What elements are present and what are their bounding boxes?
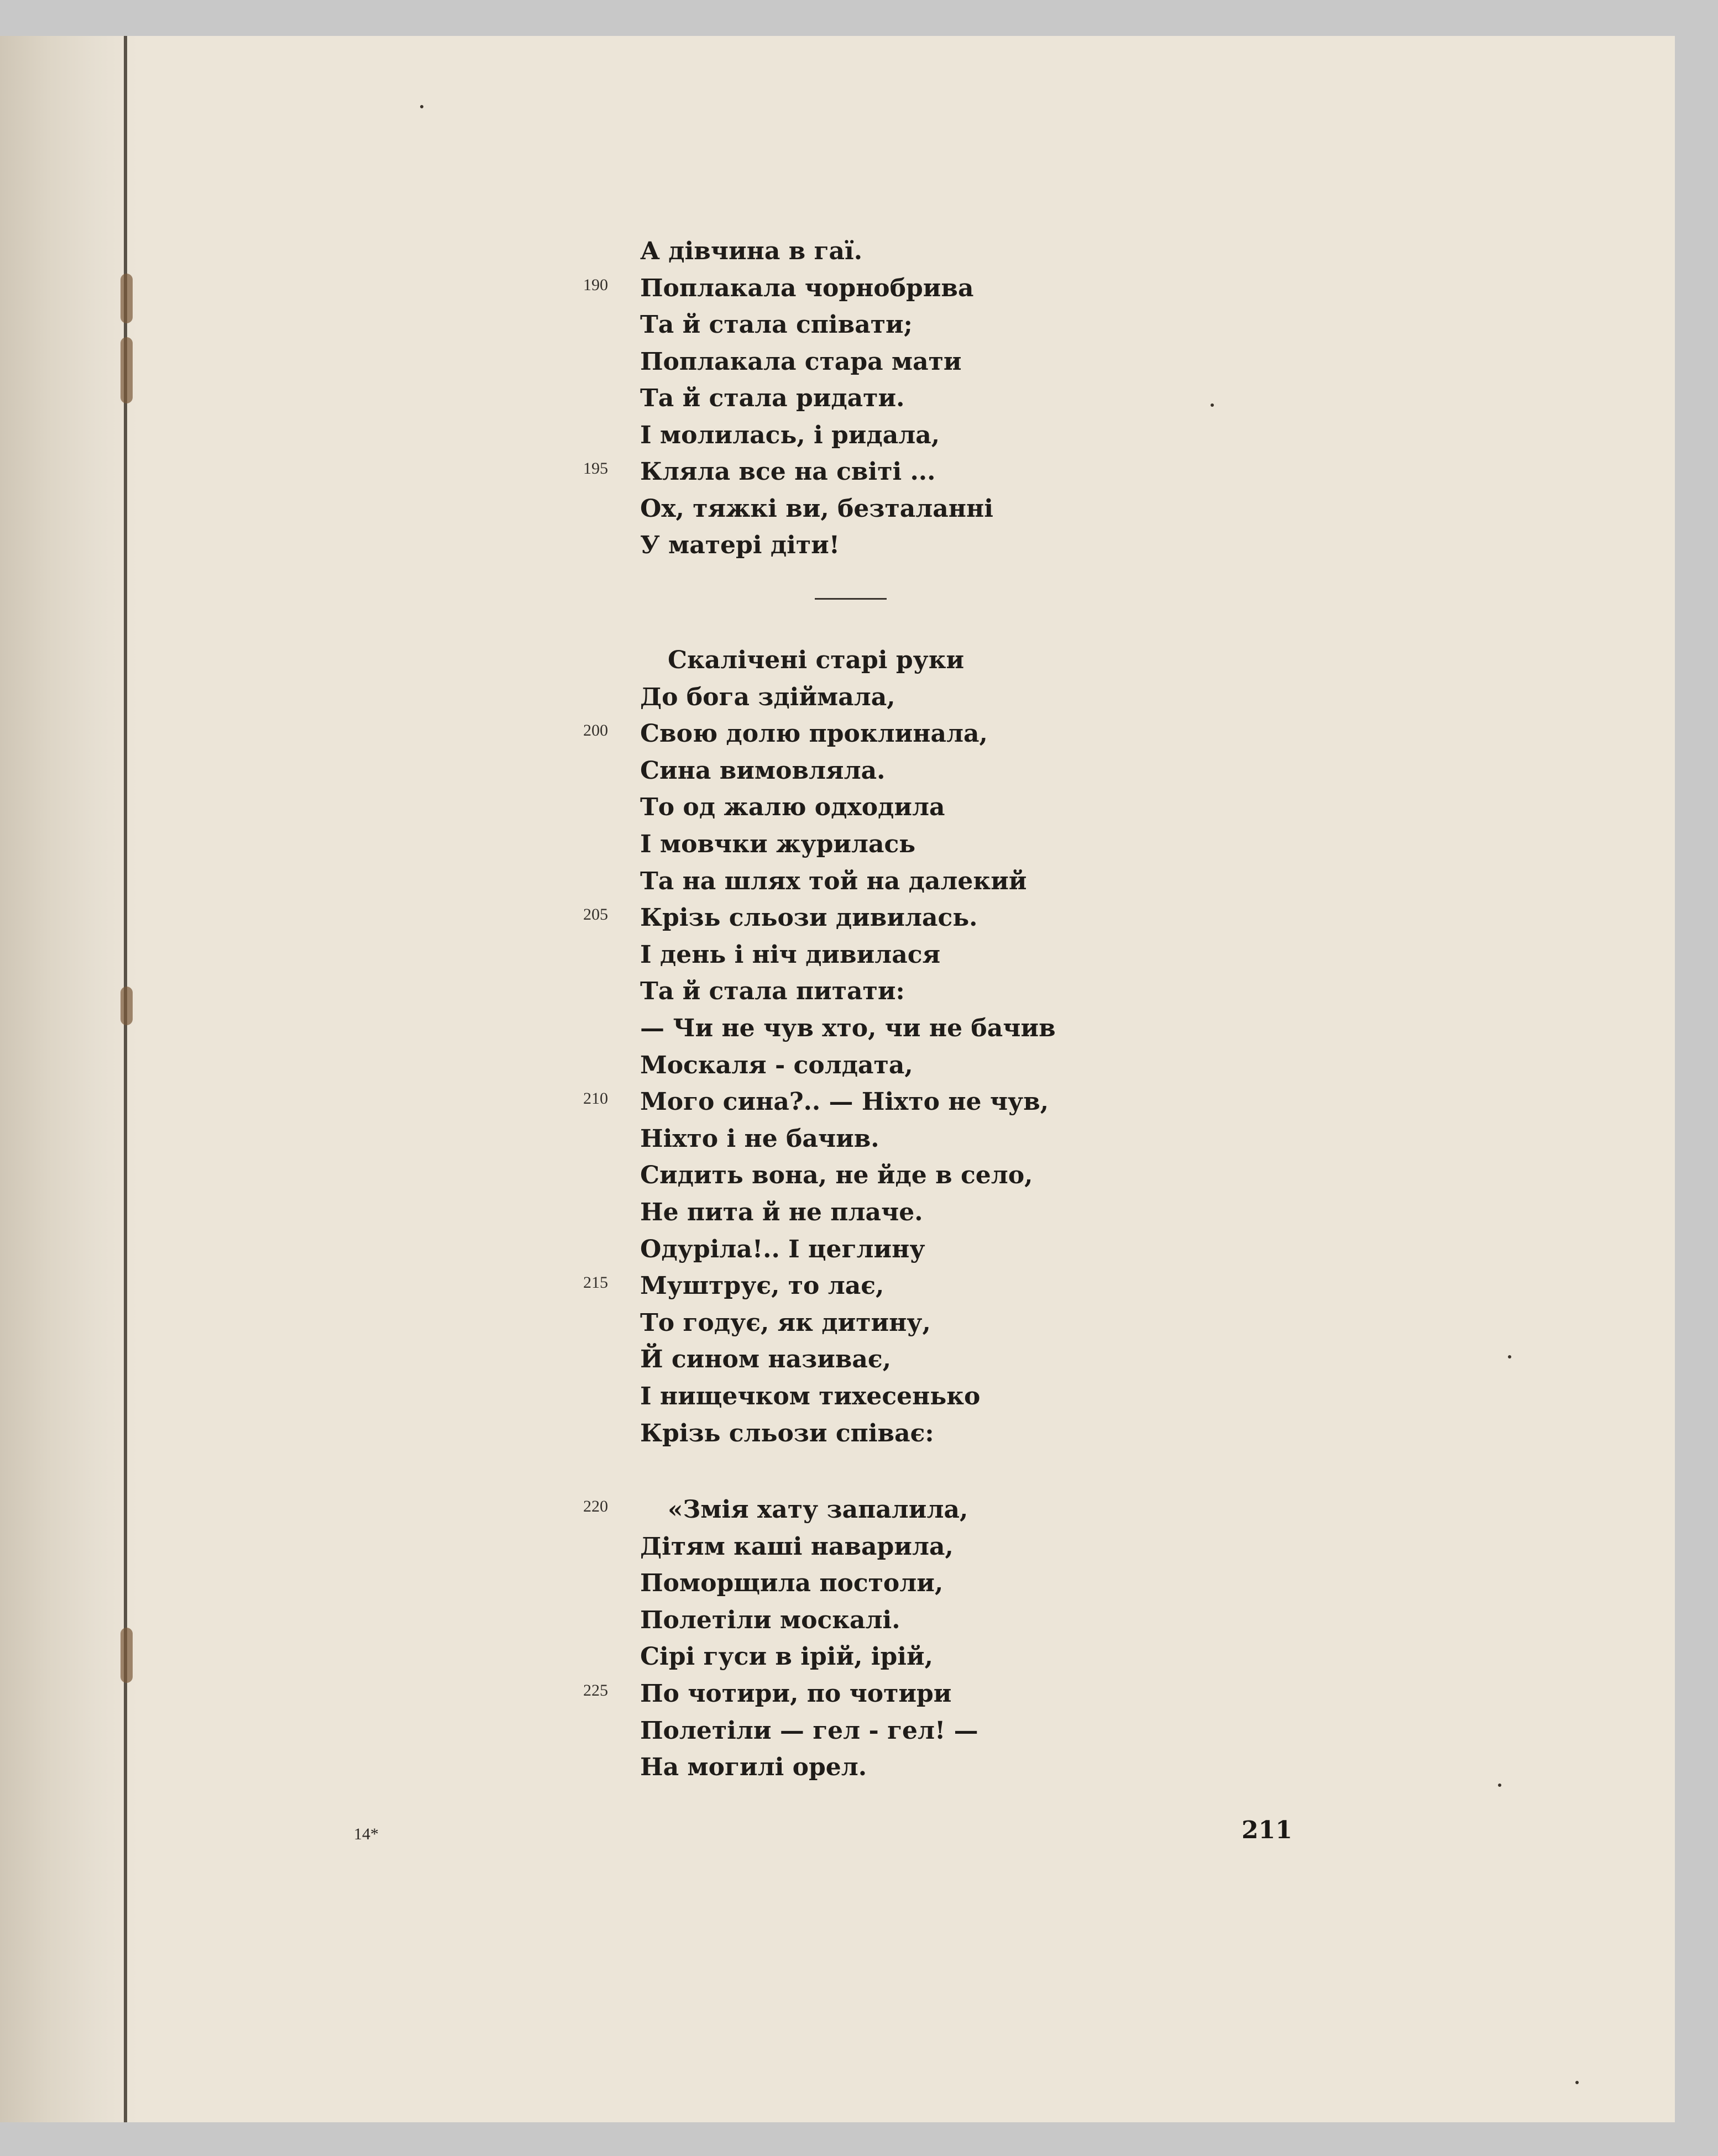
verse-text: Одуріла!.. І цеглину [640, 1235, 925, 1263]
verse-line [0, 789, 1718, 826]
verse-text: І нищечком тихесенько [640, 1382, 981, 1410]
verse-text: Полетіли москалі. [640, 1606, 900, 1634]
line-number: 205 [583, 905, 608, 924]
verse-text: Та й стала співати; [640, 311, 913, 339]
verse-text: Москаля - солдата, [640, 1051, 913, 1079]
verse-line [0, 973, 1718, 1010]
verse-line [0, 1415, 1718, 1452]
verse-text: І день і ніч дивилася [640, 940, 941, 969]
verse-line [0, 270, 1718, 307]
verse-line [0, 454, 1718, 490]
verse-line [0, 344, 1718, 380]
verse-line [0, 1529, 1718, 1565]
verse-text: Й сином називає, [640, 1345, 892, 1374]
verse-line [0, 1492, 1718, 1528]
line-number: 210 [583, 1089, 608, 1108]
verse-text: Сина вимовляла. [640, 756, 886, 785]
verse-line [0, 307, 1718, 343]
verse-text: Сидить вона, не йде в село, [640, 1161, 1033, 1190]
verse-text: То од жалю одходила [640, 793, 945, 822]
verse-text: І мовчки журилась [640, 830, 916, 858]
verse-line [0, 1639, 1718, 1675]
verse-line [0, 863, 1718, 900]
verse-line [0, 1194, 1718, 1231]
verse-text: Дітям каші наварила, [640, 1532, 954, 1561]
verse-line [0, 1157, 1718, 1194]
paper-speck [1575, 2081, 1579, 2084]
verse-line [0, 642, 1718, 679]
paper-speck [420, 105, 423, 108]
verse-text: Поплакала стара мати [640, 347, 962, 376]
verse-text: Крізь сльози дивилась. [640, 904, 978, 932]
verse-line [0, 1341, 1718, 1378]
verse-line [0, 527, 1718, 564]
verse-line [0, 1084, 1718, 1120]
signature-mark: 14* [354, 1825, 379, 1843]
verse-line [0, 417, 1718, 454]
verse-line [0, 491, 1718, 527]
section-divider [815, 598, 887, 600]
line-number: 190 [583, 275, 608, 294]
verse-text: До бога здіймала, [640, 683, 895, 711]
verse-line [0, 826, 1718, 863]
verse-text: Сірі гуси в ірій, ірій, [640, 1643, 933, 1671]
verse-text: «Змія хату запалила, [668, 1496, 968, 1524]
verse-text: Свою долю проклинала, [640, 720, 988, 748]
verse-text: Не пита й не плаче. [640, 1198, 923, 1226]
verse-text: У матері діти! [640, 531, 840, 559]
verse-line [0, 679, 1718, 716]
verse-text: Поплакала чорнобрива [640, 274, 974, 302]
verse-line [0, 716, 1718, 752]
verse-line [0, 753, 1718, 789]
verse-text: То годує, як дитину, [640, 1308, 931, 1337]
verse-line [0, 1231, 1718, 1268]
verse-line [0, 1010, 1718, 1047]
verse-line [0, 1749, 1718, 1786]
verse-line [0, 1268, 1718, 1304]
verse-text: Крізь сльози співає: [640, 1419, 934, 1447]
verse-line [0, 233, 1718, 270]
verse-text: Мого сина?.. — Ніхто не чув, [640, 1088, 1049, 1116]
verse-line [0, 1047, 1718, 1084]
verse-text: Та й стала ридати. [640, 384, 905, 412]
line-number: 215 [583, 1273, 608, 1292]
verse-line [0, 1305, 1718, 1341]
verse-text: Ох, тяжкі ви, безталанні [640, 494, 993, 523]
line-number: 200 [583, 721, 608, 740]
verse-line [0, 900, 1718, 936]
verse-text: — Чи не чув хто, чи не бачив [640, 1014, 1056, 1042]
verse-text: Ніхто і не бачив. [640, 1124, 879, 1153]
verse-text: Кляла все на світі ... [640, 458, 936, 486]
verse-text: Муштрує, то лає, [640, 1272, 884, 1300]
verse-text: А дівчина в гаї. [640, 237, 863, 265]
verse-line [0, 1676, 1718, 1712]
verse-line [0, 937, 1718, 973]
line-number: 220 [583, 1497, 608, 1515]
verse-text: І молилась, і ридала, [640, 421, 940, 449]
verse-line [0, 1602, 1718, 1639]
verse-text: По чотири, по чотири [640, 1680, 952, 1708]
verse-line [0, 1713, 1718, 1749]
verse-text: Скалічені старі руки [668, 646, 965, 674]
verse-line [0, 380, 1718, 417]
verse-text: Поморщила постоли, [640, 1569, 944, 1598]
page-number: 211 [1242, 1816, 1292, 1844]
verse-line [0, 1565, 1718, 1602]
verse-text: Та й стала питати: [640, 977, 905, 1006]
verse-text: Полетіли — гел - гел! — [640, 1716, 978, 1745]
verse-text: На могилі орел. [640, 1753, 867, 1782]
line-number: 225 [583, 1681, 608, 1699]
verse-line [0, 1378, 1718, 1415]
verse-line [0, 1121, 1718, 1157]
line-number: 195 [583, 459, 608, 478]
verse-text: Та на шлях той на далекий [640, 867, 1027, 895]
